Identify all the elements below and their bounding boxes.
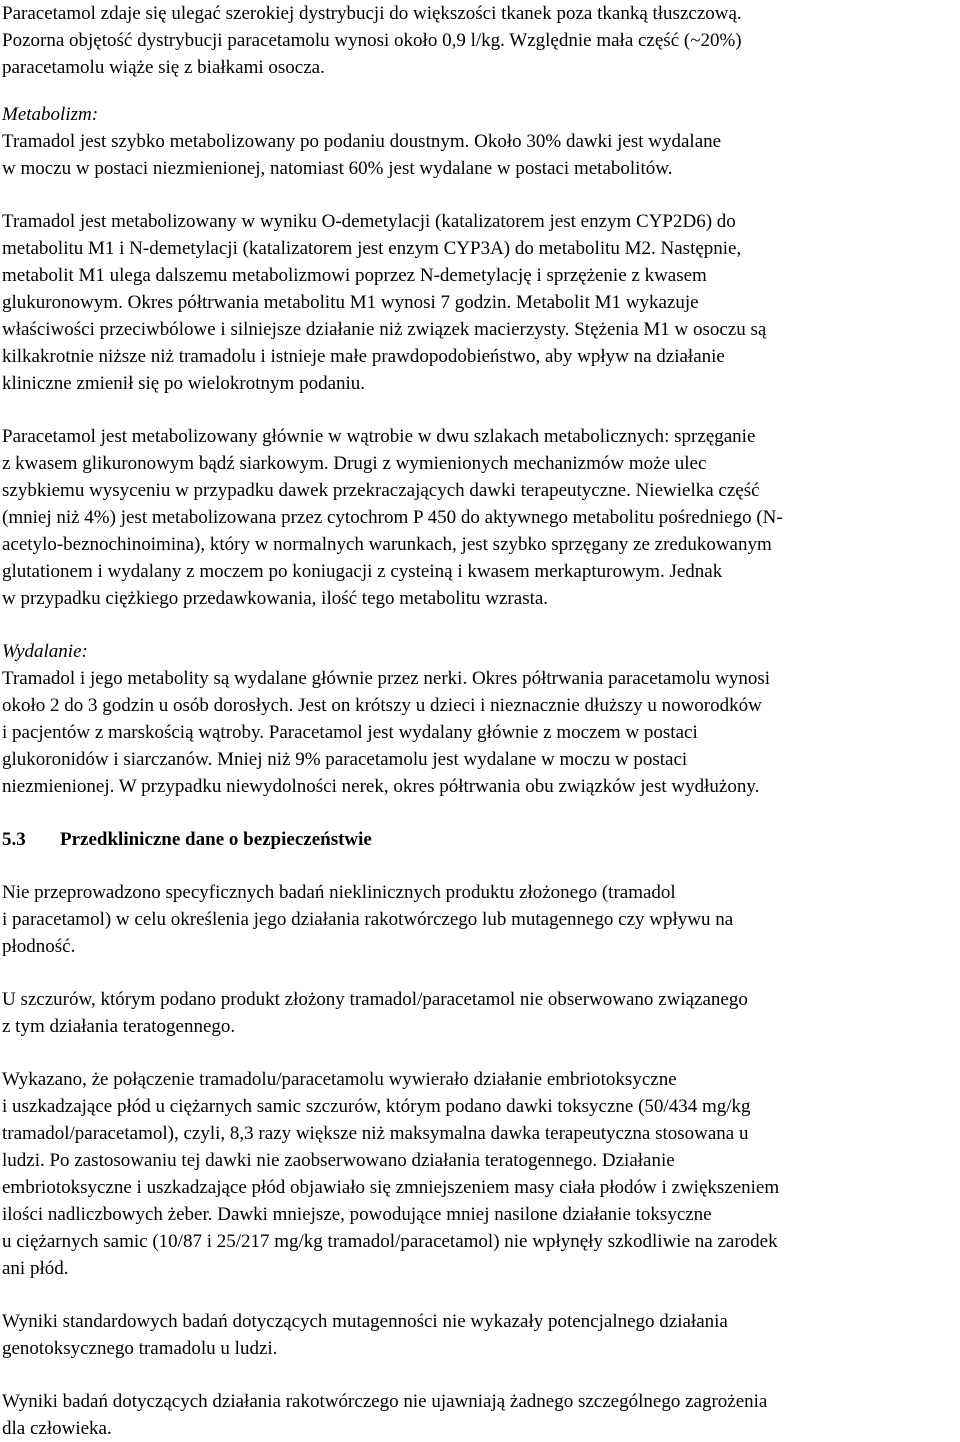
text-line: embriotoksyczne i uszkadzające płód objawiało się zmniejszeniem masy ciała płodów i zwiększeniem: [2, 1177, 780, 1198]
metabolism-section: [2, 101, 958, 612]
preclinical-paragraph-5: [2, 1388, 958, 1442]
preclinical-paragraph-3: [2, 1066, 958, 1282]
text-line: Wykazano, że połączenie tramadolu/paracetamolu wywierało działanie embriotoksyczne: [2, 1069, 677, 1090]
text-line: Tramadol jest szybko metabolizowany po podaniu doustnym. Około 30% dawki jest wydalane: [2, 131, 722, 152]
text-line: dla człowieka.: [2, 1418, 112, 1439]
section-heading: [2, 826, 958, 853]
distribution-paragraph: [2, 0, 958, 81]
text-line: ludzi. Po zastosowaniu tej dawki nie zaobserwowano działania teratogennego. Działanie: [2, 1150, 675, 1171]
preclinical-section: [2, 879, 958, 1442]
elimination-section: [2, 638, 958, 800]
preclinical-paragraph-4: [2, 1308, 958, 1362]
text-line: z kwasem glikuronowym bądź siarkowym. Drugi z wymienionych mechanizmów może ulec: [2, 453, 707, 474]
text-line: Tramadol i jego metabolity są wydalane głównie przez nerki. Okres półtrwania paracetamolu wynosi: [2, 668, 771, 689]
text-line: płodność.: [2, 936, 76, 957]
metabolism-heading: Metabolizm:: [2, 104, 99, 125]
section-title: Przedkliniczne dane o bezpieczeństwie: [60, 829, 372, 850]
text-line: z tym działania teratogennego.: [2, 1016, 236, 1037]
text-line: kilkakrotnie niższe niż tramadolu i istnieje małe prawdopodobieństwo, aby wpływ na działanie: [2, 346, 725, 367]
metabolism-paragraph-2: [2, 208, 958, 397]
text-line: i pacjentów z marskością wątroby. Paracetamol jest wydalany głównie z moczem w postaci: [2, 722, 698, 743]
text-line: około 2 do 3 godzin u osób dorosłych. Jest on krótszy u dzieci i nieznacznie dłuższy u noworodków: [2, 695, 762, 716]
text-line: u ciężarnych samic (10/87 i 25/217 mg/kg tramadol/paracetamol) nie wpłynęły szkodliwie na zarodek: [2, 1231, 778, 1252]
text-line: właściwości przeciwbólowe i silniejsze działanie niż związek macierzysty. Stężenia M1 w osoczu są: [2, 319, 767, 340]
text-line: glukuronowym. Okres półtrwania metabolitu M1 wynosi 7 godzin. Metabolit M1 wykazuje: [2, 292, 699, 313]
text-line: Paracetamol zdaje się ulegać szerokiej dystrybucji do większości tkanek poza tkanką tłuszczową.: [2, 3, 742, 24]
text-line: i uszkadzające płód u ciężarnych samic szczurów, którym podano dawki toksyczne (50/434 mg/kg: [2, 1096, 751, 1117]
text-line: U szczurów, którym podano produkt złożony tramadol/paracetamol nie obserwowano związanego: [2, 989, 748, 1010]
elimination-heading: Wydalanie:: [2, 641, 88, 662]
text-line: metabolit M1 ulega dalszemu metabolizmowi poprzez N-demetylację i sprzężenie z kwasem: [2, 265, 707, 286]
preclinical-paragraph-1: [2, 879, 958, 960]
text-line: acetylo-beznochinoimina), który w normalnych warunkach, jest szybko sprzęgany ze zredukowanym: [2, 534, 772, 555]
text-line: glukoronidów i siarczanów. Mniej niż 9% paracetamolu jest wydalane w moczu w postaci: [2, 749, 688, 770]
preclinical-paragraph-2: [2, 986, 958, 1040]
text-line: w przypadku ciężkiego przedawkowania, ilość tego metabolitu wzrasta.: [2, 588, 549, 609]
text-line: ani płód.: [2, 1258, 69, 1279]
text-line: Nie przeprowadzono specyficznych badań nieklinicznych produktu złożonego (tramadol: [2, 882, 676, 903]
text-line: paracetamolu wiąże się z białkami osocza.: [2, 57, 325, 78]
section-number: 5.3: [2, 829, 26, 850]
text-line: Wyniki badań dotyczących działania rakotwórczego nie ujawniają żadnego szczególnego zagrożenia: [2, 1391, 768, 1412]
text-line: glutationem i wydalany z moczem po koniugacji z cysteiną i kwasem merkapturowym. Jednak: [2, 561, 723, 582]
text-line: (mniej niż 4%) jest metabolizowana przez cytochrom P 450 do aktywnego metabolitu pośredniego (N-: [2, 507, 783, 528]
text-line: Paracetamol jest metabolizowany głównie w wątrobie w dwu szlakach metabolicznych: sprzęganie: [2, 426, 756, 447]
metabolism-paragraph-3: [2, 423, 958, 612]
text-line: Wyniki standardowych badań dotyczących mutagenności nie wykazały potencjalnego działania: [2, 1311, 728, 1332]
text-line: genotoksycznego tramadolu u ludzi.: [2, 1338, 278, 1359]
document-page: [2, 0, 958, 1442]
text-line: tramadol/paracetamol), czyli, 8,3 razy większe niż maksymalna dawka terapeutyczna stosowana u: [2, 1123, 749, 1144]
text-line: niezmienionej. W przypadku niewydolności nerek, okres półtrwania obu związków jest wydłużony.: [2, 776, 760, 797]
text-line: Pozorna objętość dystrybucji paracetamolu wynosi około 0,9 l/kg. Względnie mała część (~20%): [2, 30, 742, 51]
text-line: szybkiemu wysyceniu w przypadku dawek przekraczających dawki terapeutyczne. Niewielka część: [2, 480, 760, 501]
metabolism-paragraph-1: [2, 128, 958, 182]
text-line: metabolitu M1 i N-demetylacji (katalizatorem jest enzym CYP3A) do metabolitu M2. Następnie,: [2, 238, 742, 259]
text-line: Tramadol jest metabolizowany w wyniku O-demetylacji (katalizatorem jest enzym CYP2D6) do: [2, 211, 736, 232]
text-line: i paracetamol) w celu określenia jego działania rakotwórczego lub mutagennego czy wpływu na: [2, 909, 734, 930]
text-line: w moczu w postaci niezmienionej, natomiast 60% jest wydalane w postaci metabolitów.: [2, 158, 673, 179]
text-line: ilości nadliczbowych żeber. Dawki mniejsze, powodujące mniej nasilone działanie toksyczne: [2, 1204, 712, 1225]
text-line: kliniczne zmienił się po wielokrotnym podaniu.: [2, 373, 366, 394]
